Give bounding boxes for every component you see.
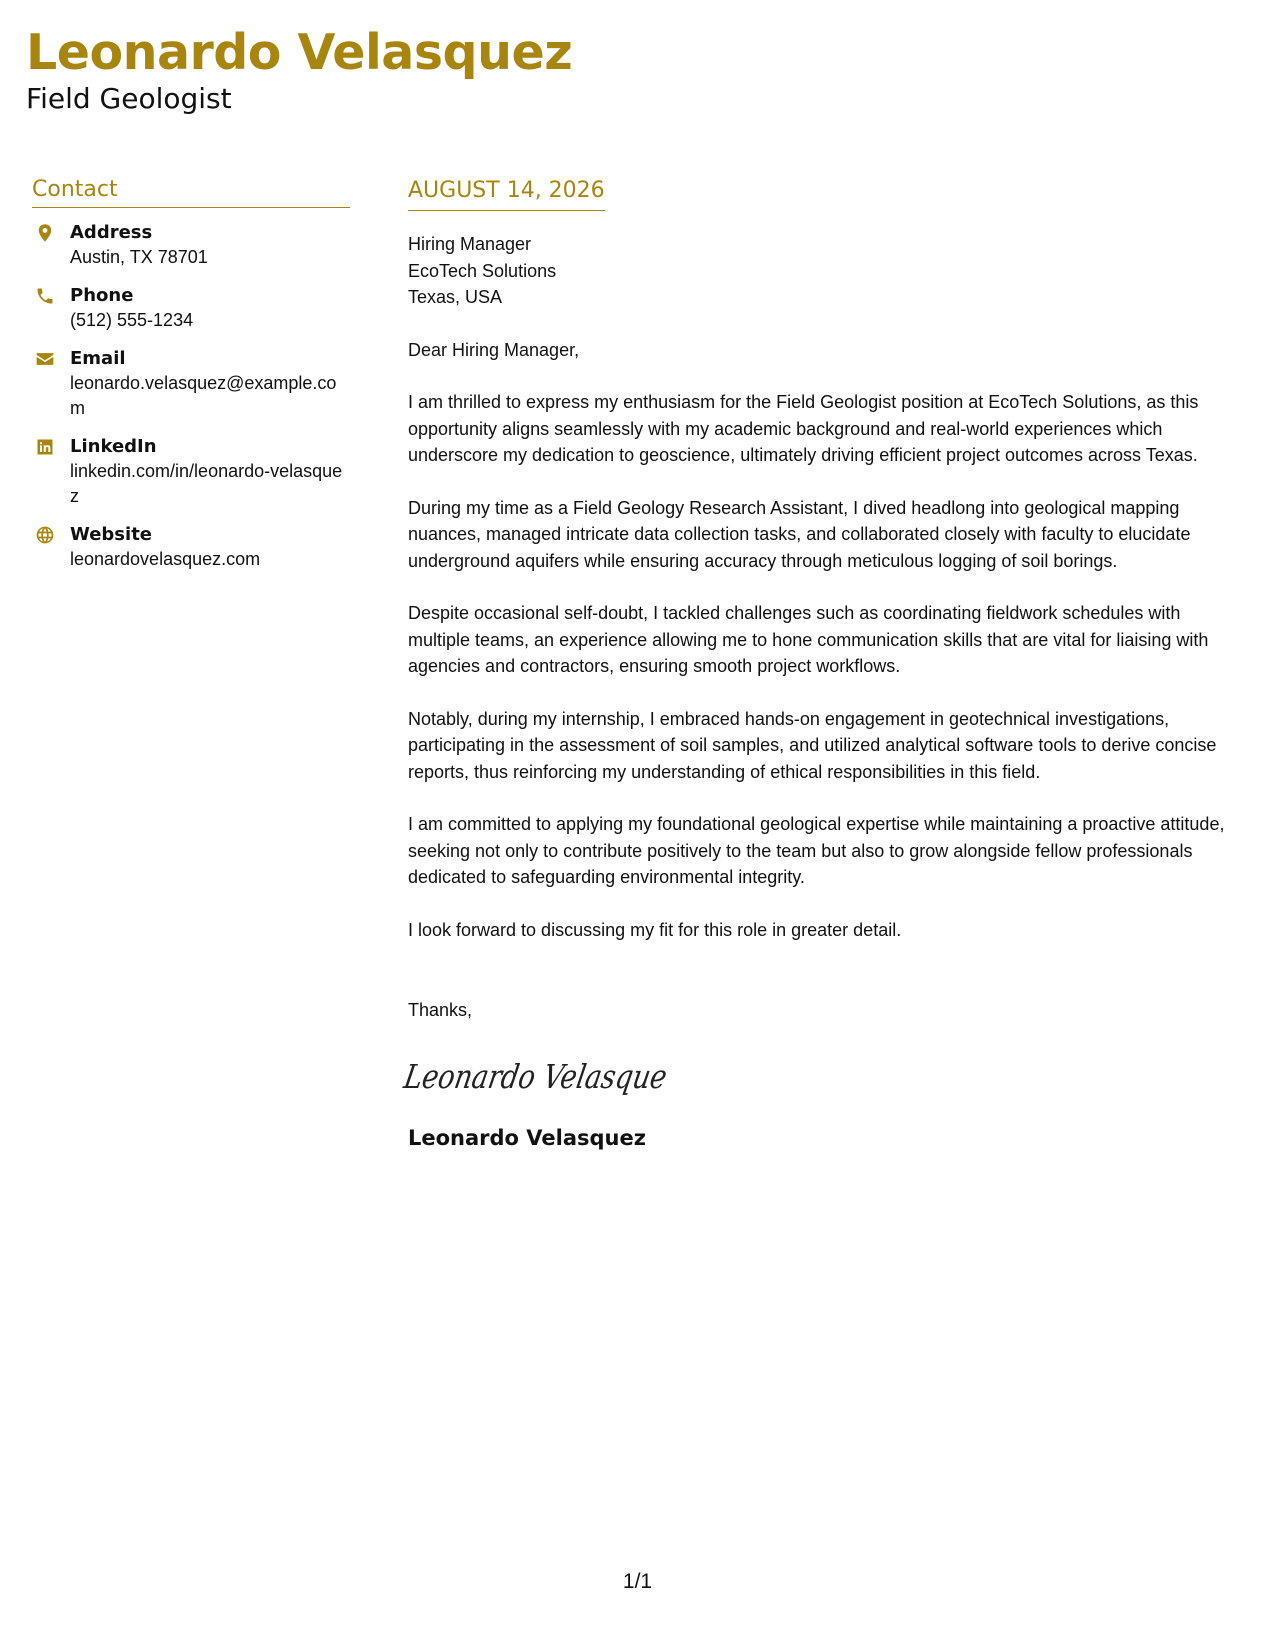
linkedin-icon [32,434,70,509]
signature-image [401,1046,727,1106]
recipient-line: Texas, USA [408,287,503,307]
signed-name: Leonardo Velasquez [408,1125,646,1150]
map-pin-icon [32,220,70,270]
letter-body [401,176,1243,1152]
contact-item-linkedin [32,434,350,509]
job-title: Field Geologist [26,82,232,115]
header [26,24,572,116]
address-value: Austin, TX 78701 [70,247,208,267]
contact-item-phone [32,283,350,333]
phone-value: (512) 555-1234 [70,310,194,330]
website-link[interactable]: leonardovelasquez.com [70,549,261,569]
contact-label: LinkedIn [70,436,157,457]
contact-label: Website [70,524,153,545]
letter-paragraph: Notably, during my internship, I embraced hands-on engagement in geotechnical investigations, participating in the assessment of soil samples, and utilized analytical software tools to derive concise reports, thus reinforcing my understanding of ethical responsibilities in this field. [408,708,1217,782]
contact-heading: Contact [32,176,350,208]
letter-paragraph: I am thrilled to express my enthusiasm for the Field Geologist position at EcoTech Solutions, as this opportunity aligns seamlessly with my academic background and real-world experiences which underscore my dedication to geoscience, ultimately driving efficient project outcomes across Texas. [408,392,1199,465]
contact-label: Phone [70,285,134,306]
contact-sidebar [32,176,350,585]
salutation: Dear Hiring Manager, [408,339,580,360]
page-number: 1/1 [622,1570,653,1593]
closing: Thanks, [408,1000,473,1020]
letter-date: AUGUST 14, 2026 [408,176,605,211]
contact-item-email [32,346,350,421]
phone-icon [32,283,70,333]
contact-label: Email [70,348,126,369]
recipient-block [408,231,1243,311]
linkedin-link[interactable]: linkedin.com/in/leonardo-velasquez [70,461,343,506]
contact-item-address [32,220,350,270]
signature [401,1046,1243,1106]
signature-text: Leonardo Velasque [401,1056,727,1096]
contact-item-website [32,522,350,572]
letter-paragraph: I look forward to discussing my fit for this role in greater detail. [408,919,902,940]
globe-icon [32,522,70,572]
contact-label: Address [70,222,153,243]
letter-paragraph: Despite occasional self-doubt, I tackled challenges such as coordinating fieldwork schedules with multiple teams, an experience allowing me to hone communication skills that are vital for liaising with agencies and contractors, ensuring smooth project workflows. [408,603,1209,676]
letter-paragraph: I am committed to applying my foundational geological expertise while maintaining a proactive attitude, seeking not only to contribute positively to the team but also to grow alongside fellow professionals dedicated to safeguarding environmental integrity. [408,814,1225,887]
email-link[interactable]: leonardo.velasquez@example.com [70,373,337,418]
applicant-name: Leonardo Velasquez [26,24,573,81]
recipient-line: EcoTech Solutions [408,260,557,281]
recipient-line: Hiring Manager [408,234,532,254]
letter-paragraph: During my time as a Field Geology Research Assistant, I dived headlong into geological mapping nuances, managed intricate data collection tasks, and collaborated closely with faculty to elucidate underground aquifers while ensuring accuracy through meticulous logging of soil borings. [408,497,1191,571]
envelope-icon [32,346,70,421]
